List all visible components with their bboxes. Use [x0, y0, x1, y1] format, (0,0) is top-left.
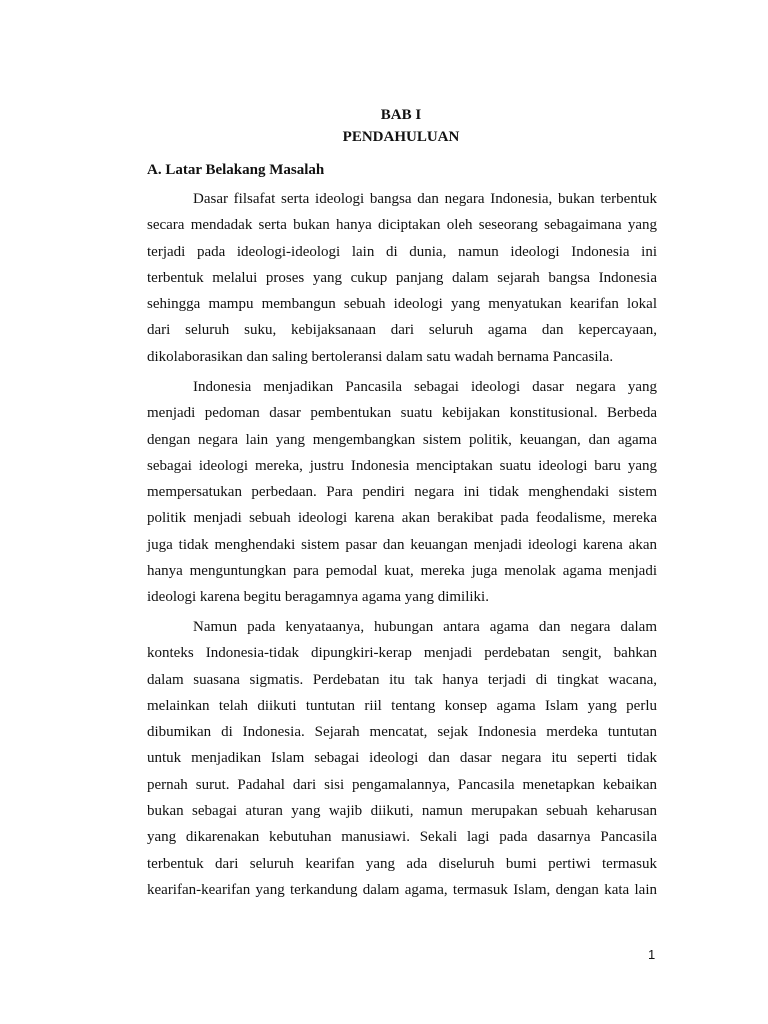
text-line: terbentuk dari seluruh kearifan yang ada diseluruh bumi pertiwi termasuk	[147, 855, 657, 872]
paragraph-2	[147, 378, 657, 615]
paragraph-3	[147, 618, 657, 907]
text-line: pernah surut. Padahal dari sisi pengamalannya, Pancasila menetapkan kebaikan	[147, 776, 657, 793]
section-heading: A. Latar Belakang Masalah	[147, 162, 325, 178]
text-line: Indonesia menjadikan Pancasila sebagai ideologi dasar negara yang	[193, 379, 657, 395]
text-line: dikolaborasikan dan saling bertoleransi dalam satu wadah bernama Pancasila.	[147, 348, 614, 365]
chapter-title: PENDAHULUAN	[342, 129, 460, 145]
text-line: bukan sebagai aturan yang wajib diikuti, namun merupakan sebuah keharusan	[147, 803, 657, 820]
text-line: Namun pada kenyataanya, hubungan antara agama dan negara dalam	[193, 619, 657, 635]
text-line: menjadi pedoman dasar pembentukan suatu kebijakan konstitusional. Berbeda	[147, 405, 657, 422]
paragraph-1	[147, 190, 657, 374]
text-line: hanya menguntungkan para pemodal kuat, mereka juga menolak agama menjadi	[147, 563, 657, 580]
text-line: dibumikan di Indonesia. Sejarah mencatat, sejak Indonesia merdeka tuntutan	[147, 724, 657, 741]
text-line: dalam suasana sigmatis. Perdebatan itu tak hanya terjadi di tingkat wacana,	[147, 671, 657, 688]
text-line: secara mendadak serta bukan hanya diciptakan oleh seseorang sebagaimana yang	[147, 217, 657, 234]
text-line: ideologi karena begitu beragamnya agama yang dimiliki.	[147, 589, 489, 606]
text-line: sebagai ideologi mereka, justru Indonesia menciptakan suatu ideologi baru yang	[147, 457, 657, 474]
text-line: juga tidak menghendaki sistem pasar dan keuangan menjadi ideologi karena akan	[147, 536, 657, 553]
text-line: yang dikarenakan kebutuhan manusiawi. Sekali lagi pada dasarnya Pancasila	[147, 829, 657, 846]
text-line: kearifan-kearifan yang terkandung dalam agama, termasuk Islam, dengan kata lain	[147, 881, 657, 898]
chapter-label: BAB I	[380, 107, 422, 123]
text-line: terbentuk melalui proses yang cukup panjang dalam sejarah bangsa Indonesia	[147, 269, 657, 286]
text-line: konteks Indonesia-tidak dipungkiri-kerap menjadi perdebatan sengit, bahkan	[147, 645, 657, 662]
page-number: 1	[648, 947, 656, 962]
text-line: Dasar filsafat serta ideologi bangsa dan negara Indonesia, bukan terbentuk	[193, 191, 657, 207]
text-line: dari seluruh suku, kebijaksanaan dari seluruh agama dan kepercayaan,	[147, 322, 657, 339]
text-line: untuk menjadikan Islam sebagai ideologi dan dasar negara itu seperti tidak	[147, 750, 657, 767]
text-line: politik menjadi sebuah ideologi karena akan berakibat pada feodalisme, mereka	[147, 510, 657, 527]
text-line: sehingga mampu membangun sebuah ideologi yang menyatukan kearifan lokal	[147, 296, 657, 313]
text-line: terjadi pada ideologi-ideologi lain di dunia, namun ideologi Indonesia ini	[147, 243, 657, 260]
text-line: melainkan telah diikuti tuntutan riil tentang konsep agama Islam yang perlu	[147, 697, 657, 714]
text-line: dengan negara lain yang mengembangkan sistem politik, keuangan, dan agama	[147, 431, 657, 448]
text-line: mempersatukan perbedaan. Para pendiri negara ini tidak menghendaki sistem	[147, 484, 657, 501]
